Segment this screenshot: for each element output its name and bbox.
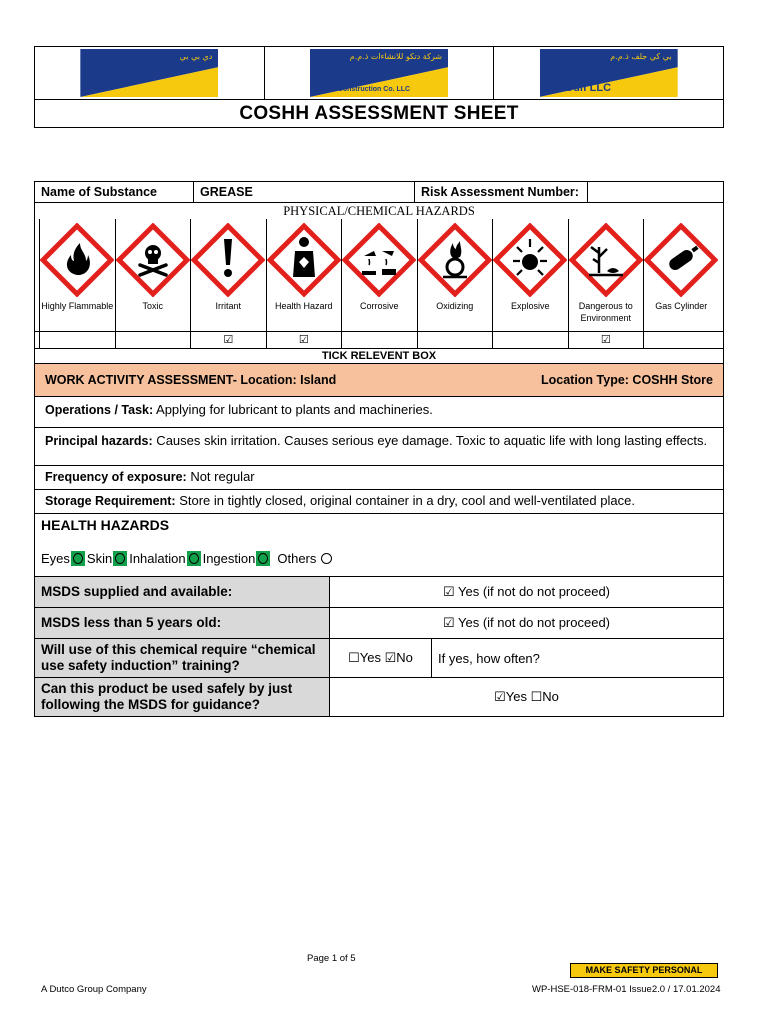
option-ingestion-radio[interactable] bbox=[256, 551, 270, 566]
exploding-bomb-icon bbox=[493, 223, 567, 297]
storage-row bbox=[35, 490, 723, 514]
option-inhalation-radio[interactable] bbox=[187, 551, 201, 566]
principal-hazards-label: Principal hazards: bbox=[45, 434, 153, 448]
hazard-tick-box[interactable] bbox=[341, 332, 417, 348]
storage-label: Storage Requirement: bbox=[45, 494, 176, 508]
option-inhalation-label: Inhalation bbox=[129, 550, 186, 566]
hazard-tick-box[interactable] bbox=[492, 332, 568, 348]
msds-row bbox=[35, 608, 723, 639]
hazard-tick-box[interactable] bbox=[39, 332, 115, 348]
hazard-pictogram-row bbox=[35, 219, 723, 331]
hazard-item bbox=[492, 219, 568, 331]
hazard-label: Corrosive bbox=[359, 301, 399, 311]
hazard-label: Oxidizing bbox=[436, 301, 474, 311]
substance-name-value[interactable]: GREASE bbox=[193, 182, 414, 202]
option-eyes-label: Eyes bbox=[41, 550, 70, 566]
hazard-item bbox=[643, 219, 719, 331]
option-others-radio[interactable] bbox=[321, 553, 332, 564]
logo-name: DBB bbox=[86, 82, 111, 94]
msds-answer[interactable]: ☐Yes ☑No bbox=[329, 639, 431, 677]
logo-arabic-text: بي كي جلف ذ.م.م bbox=[610, 52, 672, 61]
hazard-tick-box[interactable] bbox=[417, 332, 493, 348]
company-name: A Dutco Group Company bbox=[41, 984, 147, 995]
dbb-logo bbox=[80, 49, 218, 97]
operations-row bbox=[35, 397, 723, 428]
corrosion-icon bbox=[342, 223, 416, 297]
work-activity-row bbox=[35, 364, 723, 397]
hazard-tick-box[interactable]: ☑ bbox=[266, 332, 342, 348]
flame-icon bbox=[40, 223, 114, 297]
hazard-label: Toxic bbox=[142, 301, 163, 311]
option-eyes-radio[interactable] bbox=[71, 551, 85, 566]
hazard-tick-box[interactable] bbox=[643, 332, 719, 348]
msds-question: MSDS less than 5 years old: bbox=[35, 608, 329, 638]
logo-name: BK Gulf LLC bbox=[545, 82, 612, 94]
logo-name: Dutco Construction Co. LLC bbox=[316, 86, 411, 93]
hazard-label: Gas Cylinder bbox=[655, 301, 708, 311]
logo-cell-dutco bbox=[264, 47, 494, 99]
document-reference: WP-HSE-018-FRM-01 Issue2.0 / 17.01.2024 bbox=[532, 984, 721, 995]
msds-row bbox=[35, 639, 723, 678]
risk-number-value[interactable] bbox=[587, 182, 723, 202]
hazard-label: Dangerous to Environment bbox=[578, 301, 633, 323]
page-number: Page 1 of 5 bbox=[307, 953, 356, 964]
operations-label: Operations / Task: bbox=[45, 403, 154, 417]
slogan-badge: MAKE SAFETY PERSONAL bbox=[570, 963, 718, 978]
hazard-label: Highly Flammable bbox=[41, 301, 114, 311]
logo-arabic-text: شركة دتكو للانشاءات ذ.م.م bbox=[349, 52, 442, 61]
hazard-tick-box[interactable]: ☑ bbox=[568, 332, 644, 348]
hazard-label: Health Hazard bbox=[274, 301, 333, 311]
hazard-item bbox=[115, 219, 191, 331]
gas-cylinder-icon bbox=[644, 223, 718, 297]
msds-question: MSDS supplied and available: bbox=[35, 577, 329, 607]
health-hazards-section bbox=[35, 514, 723, 577]
flame-over-circle-icon bbox=[418, 223, 492, 297]
dutco-logo bbox=[310, 49, 448, 97]
msds-question: Can this product be used safely by just following the MSDS for guidance? bbox=[35, 678, 329, 716]
hazard-item bbox=[39, 219, 115, 331]
risk-number-label: Risk Assessment Number: bbox=[414, 182, 587, 202]
msds-answer[interactable]: ☑ Yes (if not do not proceed) bbox=[329, 608, 723, 638]
bkgulf-logo bbox=[540, 49, 678, 97]
frequency-value: Not regular bbox=[186, 469, 255, 484]
option-skin-radio[interactable] bbox=[113, 551, 127, 566]
logo-cell-dbb bbox=[35, 47, 264, 99]
tick-caption: TICK RELEVENT BOX bbox=[35, 348, 723, 363]
hazard-item bbox=[568, 219, 644, 331]
msds-row bbox=[35, 678, 723, 716]
storage-value: Store in tightly closed, original container in a dry, cool and well-ventilated place. bbox=[175, 493, 635, 508]
health-hazard-icon bbox=[267, 223, 341, 297]
logo-arabic-text: دي بي بي bbox=[179, 52, 213, 61]
coshh-form bbox=[34, 181, 724, 717]
logo-row bbox=[35, 47, 723, 100]
msds-answer[interactable]: ☑ Yes (if not do not proceed) bbox=[329, 577, 723, 607]
work-activity-location: WORK ACTIVITY ASSESSMENT- Location: Island bbox=[45, 373, 337, 387]
hazard-tick-box[interactable]: ☑ bbox=[190, 332, 266, 348]
skull-crossbones-icon bbox=[116, 223, 190, 297]
logo-cell-bkgulf bbox=[493, 47, 723, 99]
frequency-label: Frequency of exposure: bbox=[45, 470, 187, 484]
option-others-label: Others bbox=[277, 550, 317, 566]
msds-table bbox=[35, 577, 723, 716]
document-header bbox=[34, 46, 724, 128]
hazard-item bbox=[266, 219, 342, 331]
hazards-title: PHYSICAL/CHEMICAL HAZARDS bbox=[283, 204, 475, 218]
hazard-tick-box[interactable] bbox=[115, 332, 191, 348]
document-title: COSHH ASSESSMENT SHEET bbox=[239, 103, 519, 124]
principal-hazards-value: Causes skin irritation. Causes serious eye damage. Toxic to aquatic life with long lasting effects. bbox=[152, 433, 708, 448]
training-frequency[interactable]: If yes, how often? bbox=[431, 639, 723, 677]
principal-hazards-row bbox=[35, 428, 723, 466]
hazard-label: Irritant bbox=[215, 301, 241, 311]
substance-row bbox=[35, 182, 723, 203]
option-ingestion-label: Ingestion bbox=[202, 550, 256, 566]
exclamation-icon bbox=[191, 223, 265, 297]
hazard-item bbox=[190, 219, 266, 331]
msds-answer[interactable]: ☑Yes ☐No bbox=[329, 678, 723, 716]
hazard-label: Explosive bbox=[510, 301, 550, 311]
substance-name-label: Name of Substance bbox=[41, 185, 158, 199]
msds-row bbox=[35, 577, 723, 608]
option-skin-label: Skin bbox=[86, 550, 113, 566]
msds-question: Will use of this chemical require “chemical use safety induction” training? bbox=[35, 639, 329, 677]
work-activity-location-type: Location Type: COSHH Store bbox=[540, 373, 713, 387]
hazard-tick-row bbox=[35, 331, 723, 348]
health-hazards-title: HEALTH HAZARDS bbox=[41, 517, 170, 533]
environment-icon bbox=[569, 223, 643, 297]
hazard-item bbox=[417, 219, 493, 331]
frequency-row bbox=[35, 466, 723, 490]
operations-value: Applying for lubricant to plants and machineries. bbox=[153, 402, 433, 417]
hazards-section bbox=[35, 203, 723, 364]
hazard-item bbox=[341, 219, 417, 331]
health-hazard-options bbox=[41, 545, 717, 571]
